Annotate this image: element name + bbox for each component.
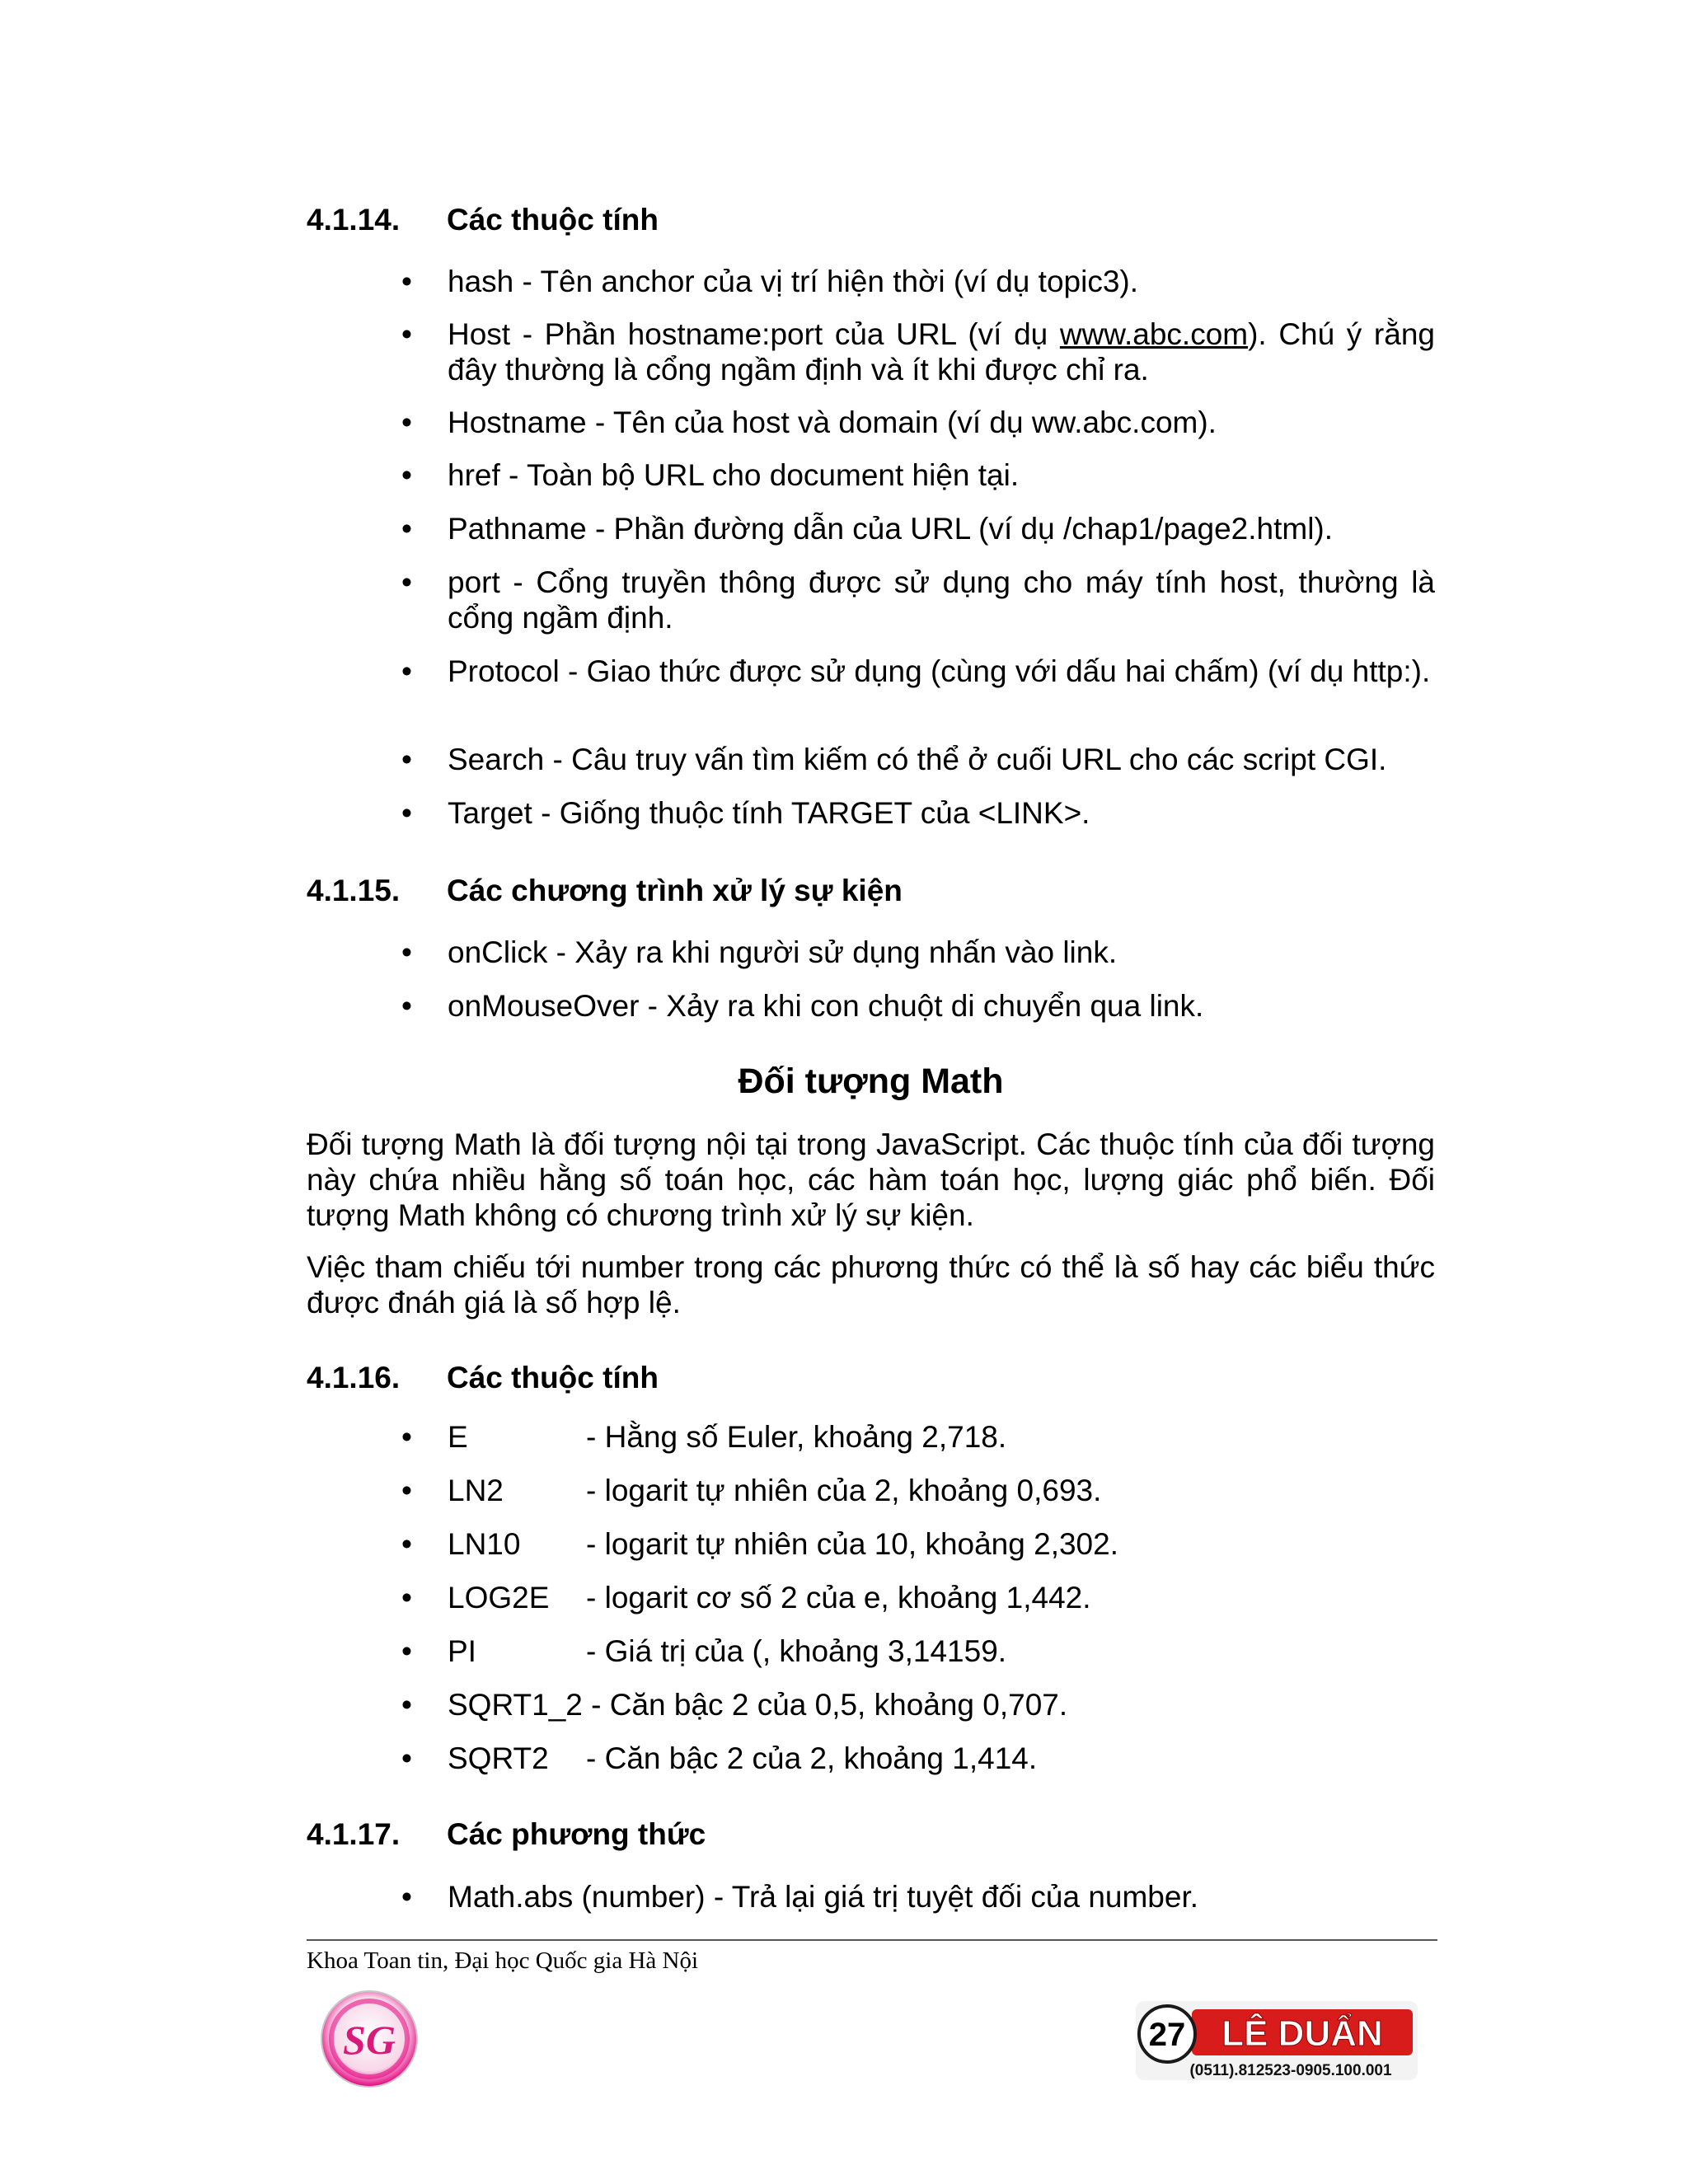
list-item bbox=[401, 1741, 1038, 1775]
property-description: - Căn bậc 2 của 0,5, khoảng 0,707. bbox=[591, 1688, 1068, 1722]
list-item-text: onClick - Xảy ra khi người sử dụng nhấn vào link. bbox=[448, 935, 1118, 969]
list-item-text: Host - Phần hostname:port của URL (ví dụ bbox=[448, 317, 1060, 351]
section-number: 4.1.14. bbox=[307, 203, 401, 237]
list-item bbox=[401, 511, 1435, 546]
bullet-icon: • bbox=[401, 935, 412, 969]
list-item bbox=[401, 405, 1435, 440]
list-item-text: port - Cổng truyền thông được sử dụng cho máy tính host, thường là cổng ngầm định. bbox=[448, 565, 1435, 635]
property-separator bbox=[583, 1688, 591, 1722]
bullet-icon: • bbox=[401, 1634, 412, 1668]
property-name: LN10 bbox=[448, 1527, 521, 1561]
bullet-icon: • bbox=[401, 565, 412, 599]
section-heading-4-1-17 bbox=[307, 1819, 706, 1849]
list-item bbox=[401, 654, 1435, 689]
list-item bbox=[401, 1879, 1435, 1915]
bullet-icon: • bbox=[401, 1527, 412, 1561]
property-name: LOG2E bbox=[448, 1581, 550, 1615]
section-heading-4-1-14 bbox=[307, 204, 659, 235]
bullet-icon: • bbox=[401, 458, 412, 492]
property-name: SQRT1_2 bbox=[448, 1688, 583, 1722]
list-item bbox=[401, 935, 1435, 970]
list-item bbox=[401, 742, 1435, 777]
list-item bbox=[401, 565, 1435, 635]
bullet-icon: • bbox=[401, 654, 412, 688]
le-duan-logo-icon bbox=[1134, 1998, 1419, 2083]
bullet-icon: • bbox=[401, 989, 412, 1023]
list-item-text: ). Chú ý rằng đây thường là cổng ngầm định và ít khi được chỉ ra. bbox=[448, 317, 1435, 387]
list-item-text: Target - Giống thuộc tính TARGET của <LINK>. bbox=[448, 796, 1090, 830]
bullet-icon: • bbox=[401, 796, 412, 830]
bullet-icon: • bbox=[401, 1581, 412, 1615]
section-heading-4-1-16 bbox=[307, 1362, 659, 1393]
list-item-text: Hostname - Tên của host và domain (ví dụ ww.abc.com). bbox=[448, 405, 1217, 439]
section-title: Các thuộc tính bbox=[447, 1361, 659, 1394]
list-item-text: Protocol - Giao thức được sử dụng (cùng với dấu hai chấm) (ví dụ http:). bbox=[448, 654, 1431, 688]
section-number: 4.1.16. bbox=[307, 1361, 401, 1394]
sg-logo-icon bbox=[318, 1988, 420, 2090]
list-item bbox=[401, 264, 1435, 299]
section-title: Các chương trình xử lý sự kiện bbox=[447, 874, 903, 907]
bullet-icon: • bbox=[401, 1688, 412, 1722]
chapter-title: Đối tượng Math bbox=[738, 1062, 1004, 1101]
list-item bbox=[401, 1634, 1007, 1668]
list-item-text: hash - Tên anchor của vị trí hiện thời (ví dụ topic3). bbox=[448, 265, 1138, 298]
property-description: - logarit tự nhiên của 2, khoảng 0,693. bbox=[586, 1474, 1102, 1507]
list-item bbox=[401, 988, 1435, 1024]
bullet-icon: • bbox=[401, 1880, 412, 1914]
list-item-text: onMouseOver - Xảy ra khi con chuột di chuyển qua link. bbox=[448, 989, 1204, 1023]
section-number: 4.1.15. bbox=[307, 874, 401, 907]
section-title: Các thuộc tính bbox=[447, 203, 659, 237]
bullet-icon: • bbox=[401, 317, 412, 351]
property-description: - logarit tự nhiên của 10, khoảng 2,302. bbox=[586, 1527, 1118, 1561]
list-item-text: href - Toàn bộ URL cho document hiện tại. bbox=[448, 458, 1020, 492]
bullet-icon: • bbox=[401, 1741, 412, 1775]
paragraph: Đối tượng Math là đối tượng nội tại trong JavaScript. Các thuộc tính của đối tượng này chứa nhiều hằng số toán học, các hàm toán học, lượng giác phổ biến. Đối tượng Math không có chương trình xử lý sự kiện. bbox=[307, 1127, 1435, 1232]
section-heading-4-1-15 bbox=[307, 875, 903, 906]
property-name: E bbox=[448, 1420, 468, 1454]
list-item bbox=[401, 1474, 1102, 1507]
list-item-text: Search - Câu truy vấn tìm kiếm có thể ở cuối URL cho các script CGI. bbox=[448, 743, 1387, 776]
property-description: - Căn bậc 2 của 2, khoảng 1,414. bbox=[586, 1741, 1038, 1775]
bullet-icon: • bbox=[401, 1474, 412, 1507]
logo-phone: (0511).812523-0905.100.001 bbox=[1189, 2062, 1392, 2079]
logo-letters: SG bbox=[343, 2017, 396, 2063]
list-item-text: Math.abs (number) - Trả lại giá trị tuyệt đối của number. bbox=[448, 1880, 1199, 1914]
property-description: - logarit cơ số 2 của e, khoảng 1,442. bbox=[586, 1581, 1091, 1615]
property-name: PI bbox=[448, 1634, 476, 1668]
bullet-icon: • bbox=[401, 512, 412, 546]
logo-number: 27 bbox=[1148, 2017, 1186, 2053]
footer-text: Khoa Toan tin, Đại học Quốc gia Hà Nội bbox=[307, 1947, 699, 1974]
list-item-text: Pathname - Phần đường dẫn của URL (ví dụ /chap1/page2.html). bbox=[448, 512, 1334, 546]
footer-divider bbox=[307, 1939, 1437, 1941]
list-item bbox=[401, 1581, 1091, 1615]
list-item bbox=[401, 795, 1435, 831]
property-description: - Hằng số Euler, khoảng 2,718. bbox=[586, 1420, 1007, 1454]
property-name: LN2 bbox=[448, 1474, 504, 1507]
property-description: - Giá trị của (, khoảng 3,14159. bbox=[586, 1634, 1007, 1668]
paragraph: Việc tham chiếu tới number trong các phương thức có thể là số hay các biểu thức được đnáh giá là số hợp lệ. bbox=[307, 1250, 1435, 1319]
section-number: 4.1.17. bbox=[307, 1817, 401, 1851]
hyperlink[interactable]: www.abc.com bbox=[1059, 317, 1249, 351]
bullet-icon: • bbox=[401, 1420, 412, 1454]
bullet-icon: • bbox=[401, 265, 412, 298]
list-item bbox=[401, 1527, 1118, 1561]
property-name: SQRT2 bbox=[448, 1741, 549, 1775]
bullet-icon: • bbox=[401, 405, 412, 439]
section-title: Các phương thức bbox=[447, 1817, 706, 1851]
list-item bbox=[401, 316, 1435, 387]
list-item bbox=[401, 457, 1435, 493]
logo-name: LÊ DUẨN bbox=[1221, 2013, 1383, 2054]
list-item bbox=[401, 1688, 1068, 1722]
bullet-icon: • bbox=[401, 743, 412, 776]
list-item bbox=[401, 1420, 1007, 1454]
